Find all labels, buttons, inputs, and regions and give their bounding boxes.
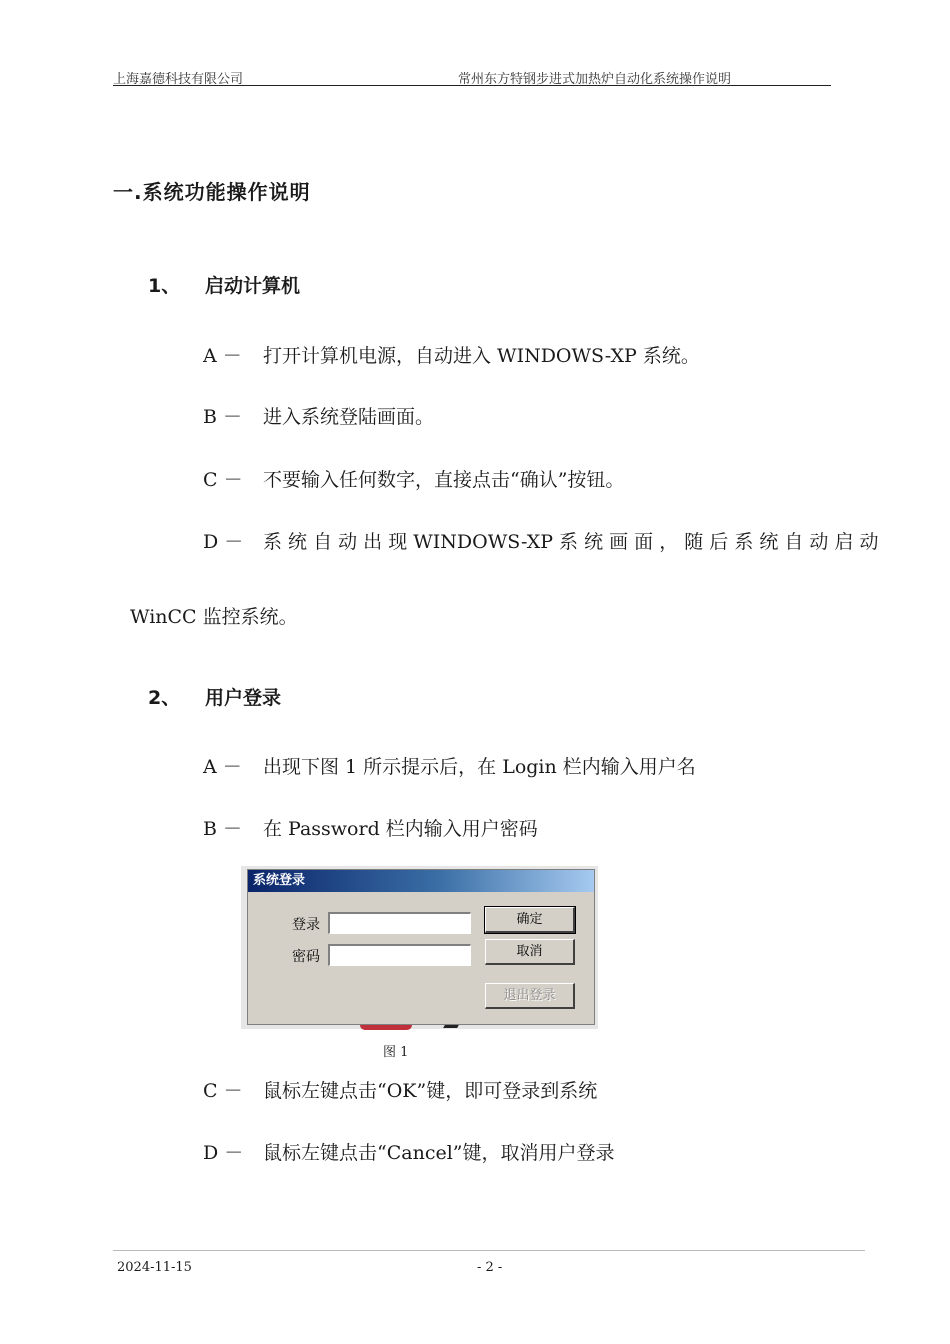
login-input[interactable] <box>328 912 471 934</box>
subsection-2-number: 2、 <box>148 687 181 709</box>
login-dialog <box>247 869 595 1025</box>
item-marker: B － <box>203 818 243 840</box>
item-continuation: WinCC 监控系统。 <box>130 606 298 628</box>
item-marker: A － <box>203 756 242 778</box>
login-label: 登录 <box>292 917 320 933</box>
footer-page-number: - 2 - <box>477 1260 503 1275</box>
subsection-2-heading <box>148 683 281 710</box>
list-item <box>203 1076 597 1103</box>
subsection-1-number: 1、 <box>148 275 181 297</box>
background-fragment <box>360 1025 412 1030</box>
item-text: 进入系统登陆画面。 <box>263 406 435 428</box>
item-text: 在 Password 栏内输入用户密码 <box>263 818 538 840</box>
item-text: 鼠标左键点击“OK”键，即可登录到系统 <box>263 1080 598 1102</box>
password-label: 密码 <box>292 949 320 965</box>
item-text: 出现下图 1 所示提示后，在 Login 栏内输入用户名 <box>263 756 696 778</box>
background-fragment <box>443 1025 459 1028</box>
item-text: 系 统 自 动 出 现 WINDOWS-XP 系 统 画 面 ， 随 后 系 统 自 动 启 动 <box>263 531 879 553</box>
header-doc-title: 常州东方特钢步进式加热炉自动化系统操作说明 <box>458 72 732 87</box>
item-marker: D － <box>203 531 244 553</box>
list-item <box>203 527 879 554</box>
item-marker: A － <box>203 345 242 367</box>
list-item <box>203 1138 615 1165</box>
list-item <box>203 814 538 841</box>
item-text: 打开计算机电源，自动进入 WINDOWS-XP 系统。 <box>263 345 700 367</box>
item-marker: D － <box>203 1142 244 1164</box>
header-company: 上海嘉德科技有限公司 <box>113 72 244 87</box>
subsection-1-title: 启动计算机 <box>205 275 301 297</box>
header-divider <box>113 85 831 86</box>
list-item <box>203 465 624 492</box>
dialog-title-bar: 系统登录 <box>248 870 594 892</box>
item-text: 不要输入任何数字，直接点击“确认”按钮。 <box>263 469 625 491</box>
list-item <box>203 752 696 779</box>
item-marker: B － <box>203 406 243 428</box>
item-marker: C － <box>203 1080 243 1102</box>
section-title: 一.系统功能操作说明 <box>113 180 311 204</box>
ok-button[interactable]: 确定 <box>485 907 575 933</box>
password-input[interactable] <box>328 944 471 966</box>
list-item <box>203 341 700 368</box>
item-text: 鼠标左键点击“Cancel”键，取消用户登录 <box>263 1142 615 1164</box>
logout-button[interactable]: 退出登录 <box>485 983 575 1009</box>
item-marker: C － <box>203 469 243 491</box>
figure-caption: 图 1 <box>383 1045 409 1060</box>
footer-divider <box>113 1250 865 1251</box>
cancel-button[interactable]: 取消 <box>485 939 575 965</box>
list-item <box>203 402 434 429</box>
subsection-2-title: 用户登录 <box>205 687 282 709</box>
subsection-1-heading <box>148 271 300 298</box>
footer-date: 2024-11-15 <box>117 1260 192 1275</box>
